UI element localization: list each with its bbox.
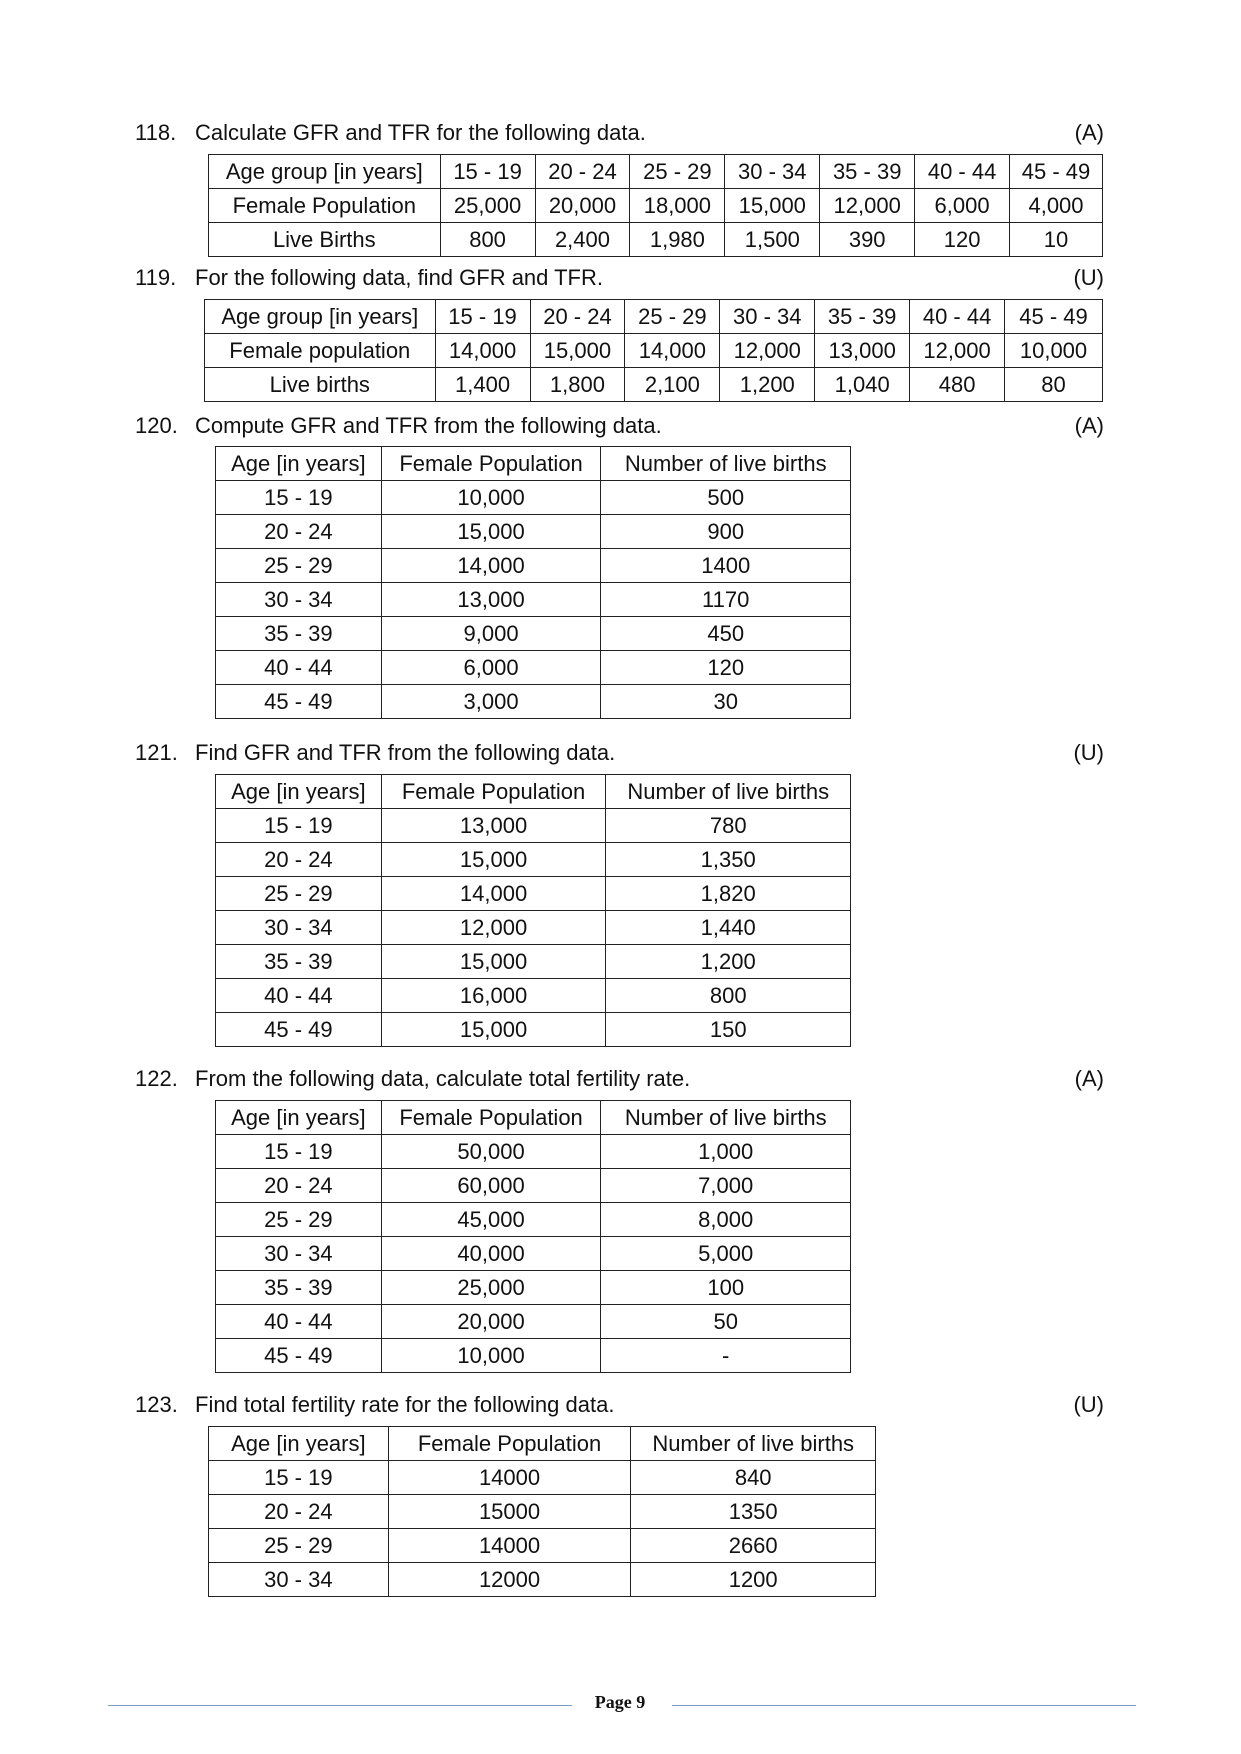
table-cell: 1350 [631, 1495, 876, 1529]
table-row [205, 334, 1103, 368]
table-cell: 10,000 [1005, 334, 1103, 368]
question-118 [135, 118, 1104, 148]
table-cell: 45,000 [381, 1203, 601, 1237]
table-cell: 20 - 24 [216, 1169, 382, 1203]
table-cell: 13,000 [381, 583, 601, 617]
table-cell: 30 - 34 [720, 300, 815, 334]
table-cell: 25 - 29 [216, 549, 382, 583]
table-cell: 25 - 29 [625, 300, 720, 334]
table-cell: 1,440 [606, 911, 851, 945]
table-cell: 25 - 29 [216, 877, 382, 911]
question-text: For the following data, find GFR and TFR. [195, 265, 603, 290]
table-cell: 5,000 [601, 1237, 851, 1271]
row-label: Female population [205, 334, 436, 368]
question-number: 121. [135, 740, 178, 765]
table-row [216, 515, 851, 549]
table-cell: 45 - 49 [216, 1339, 382, 1373]
table-row [209, 223, 1103, 257]
table-cell: 6,000 [381, 651, 601, 685]
table-row [216, 809, 851, 843]
table-cell: 40,000 [381, 1237, 601, 1271]
table-cell: 9,000 [381, 617, 601, 651]
table-cell: 800 [606, 979, 851, 1013]
table-cell: 80 [1005, 368, 1103, 402]
table-cell: 25 - 29 [216, 1203, 382, 1237]
table-cell: 15 - 19 [209, 1461, 389, 1495]
table-cell: 45 - 49 [1010, 155, 1103, 189]
table-row [209, 189, 1103, 223]
table-header-row [216, 1101, 851, 1135]
table-cell: 10,000 [381, 481, 601, 515]
table-cell: 12,000 [720, 334, 815, 368]
table-cell: 40 - 44 [216, 651, 382, 685]
table-cell: 35 - 39 [815, 300, 910, 334]
table-cell: 20 - 24 [216, 515, 382, 549]
table-row [216, 1271, 851, 1305]
question-number: 119. [135, 265, 177, 290]
table-cell: 20 - 24 [535, 155, 630, 189]
table-cell: 30 - 34 [209, 1563, 389, 1597]
table-cell: 500 [601, 481, 851, 515]
table-cell: 50 [601, 1305, 851, 1339]
table-cell: 450 [601, 617, 851, 651]
question-number: 123. [135, 1392, 178, 1417]
table-cell: 20 - 24 [209, 1495, 389, 1529]
table-cell: 20 - 24 [530, 300, 625, 334]
table-row [205, 300, 1103, 334]
column-header: Female Population [381, 447, 601, 481]
table-119 [204, 299, 1103, 402]
question-tag: (U) [1073, 740, 1104, 765]
table-cell: 120 [601, 651, 851, 685]
page-number: Page 9 [594, 1692, 646, 1712]
column-header: Female Population [381, 1101, 601, 1135]
table-row [216, 583, 851, 617]
table-row [216, 945, 851, 979]
table-row [205, 368, 1103, 402]
table-cell: 12,000 [910, 334, 1005, 368]
question-number: 118. [135, 120, 177, 145]
table-row [216, 1203, 851, 1237]
table-cell: 1,820 [606, 877, 851, 911]
question-text: Find total fertility rate for the following data. [195, 1392, 615, 1417]
table-cell: - [601, 1339, 851, 1373]
table-cell: 30 - 34 [216, 583, 382, 617]
table-header-row [209, 1427, 876, 1461]
table-cell: 45 - 49 [216, 685, 382, 719]
table-row [209, 155, 1103, 189]
table-cell: 800 [440, 223, 535, 257]
table-cell: 30 [601, 685, 851, 719]
row-label: Live births [205, 368, 436, 402]
question-119 [135, 263, 1104, 293]
column-header: Age [in years] [216, 447, 382, 481]
column-header: Number of live births [601, 1101, 851, 1135]
table-cell: 15,000 [381, 1013, 606, 1047]
question-123 [135, 1390, 1104, 1420]
question-text: Compute GFR and TFR from the following data. [195, 413, 662, 438]
table-cell: 900 [601, 515, 851, 549]
table-cell: 1,400 [435, 368, 530, 402]
table-row [216, 651, 851, 685]
table-row [216, 685, 851, 719]
table-123 [208, 1426, 876, 1597]
table-cell: 1170 [601, 583, 851, 617]
table-header-row [216, 775, 851, 809]
question-tag: (U) [1073, 265, 1104, 290]
table-row [209, 1563, 876, 1597]
table-cell: 1,980 [630, 223, 725, 257]
table-cell: 16,000 [381, 979, 606, 1013]
table-cell: 150 [606, 1013, 851, 1047]
table-cell: 3,000 [381, 685, 601, 719]
table-cell: 14000 [388, 1529, 631, 1563]
table-row [216, 911, 851, 945]
table-118 [208, 154, 1103, 257]
question-122 [135, 1064, 1104, 1094]
column-header: Number of live births [601, 447, 851, 481]
table-cell: 15 - 19 [440, 155, 535, 189]
column-header: Age [in years] [209, 1427, 389, 1461]
table-row [216, 617, 851, 651]
table-cell: 1,350 [606, 843, 851, 877]
column-header: Female Population [381, 775, 606, 809]
table-cell: 6,000 [915, 189, 1010, 223]
table-cell: 780 [606, 809, 851, 843]
table-cell: 25 - 29 [630, 155, 725, 189]
table-cell: 1,500 [725, 223, 820, 257]
table-cell: 45 - 49 [216, 1013, 382, 1047]
table-cell: 15,000 [725, 189, 820, 223]
table-cell: 15 - 19 [435, 300, 530, 334]
table-cell: 13,000 [381, 809, 606, 843]
table-cell: 15,000 [381, 945, 606, 979]
table-121 [215, 774, 851, 1047]
row-label: Age group [in years] [205, 300, 436, 334]
table-row [216, 843, 851, 877]
table-cell: 40 - 44 [910, 300, 1005, 334]
footer-divider-left [108, 1705, 572, 1706]
table-cell: 40 - 44 [915, 155, 1010, 189]
table-cell: 1200 [631, 1563, 876, 1597]
table-cell: 1,800 [530, 368, 625, 402]
table-cell: 14,000 [625, 334, 720, 368]
table-cell: 15 - 19 [216, 481, 382, 515]
table-cell: 4,000 [1010, 189, 1103, 223]
table-cell: 13,000 [815, 334, 910, 368]
table-cell: 15,000 [530, 334, 625, 368]
table-row [216, 1169, 851, 1203]
table-cell: 40 - 44 [216, 1305, 382, 1339]
table-cell: 10,000 [381, 1339, 601, 1373]
table-120 [215, 446, 851, 719]
question-tag: (U) [1073, 1392, 1104, 1417]
question-text: Calculate GFR and TFR for the following data. [195, 120, 646, 145]
table-cell: 25 - 29 [209, 1529, 389, 1563]
table-row [216, 1305, 851, 1339]
table-cell: 8,000 [601, 1203, 851, 1237]
table-cell: 15 - 19 [216, 809, 382, 843]
table-row [209, 1529, 876, 1563]
table-cell: 7,000 [601, 1169, 851, 1203]
table-cell: 30 - 34 [725, 155, 820, 189]
question-text: From the following data, calculate total fertility rate. [195, 1066, 691, 1091]
table-row [216, 1339, 851, 1373]
table-cell: 15,000 [381, 843, 606, 877]
question-121 [135, 738, 1104, 768]
table-cell: 1,200 [606, 945, 851, 979]
table-cell: 60,000 [381, 1169, 601, 1203]
table-cell: 35 - 39 [216, 617, 382, 651]
table-cell: 20,000 [381, 1305, 601, 1339]
table-cell: 25,000 [440, 189, 535, 223]
question-text: Find GFR and TFR from the following data. [195, 740, 616, 765]
table-cell: 2,100 [625, 368, 720, 402]
table-cell: 30 - 34 [216, 1237, 382, 1271]
table-cell: 15000 [388, 1495, 631, 1529]
column-header: Age [in years] [216, 775, 382, 809]
table-cell: 1,040 [815, 368, 910, 402]
table-cell: 10 [1010, 223, 1103, 257]
column-header: Female Population [388, 1427, 631, 1461]
table-row [209, 1461, 876, 1495]
question-tag: (A) [1074, 1066, 1104, 1091]
table-row [216, 1135, 851, 1169]
question-tag: (A) [1074, 413, 1104, 438]
question-number: 120. [135, 413, 178, 438]
question-tag: (A) [1074, 120, 1104, 145]
column-header: Age [in years] [216, 1101, 382, 1135]
row-label: Age group [in years] [209, 155, 441, 189]
table-cell: 1,200 [720, 368, 815, 402]
table-cell: 20,000 [535, 189, 630, 223]
column-header: Number of live births [631, 1427, 876, 1461]
table-cell: 35 - 39 [820, 155, 915, 189]
table-cell: 18,000 [630, 189, 725, 223]
table-row [216, 481, 851, 515]
table-cell: 2,400 [535, 223, 630, 257]
table-cell: 2660 [631, 1529, 876, 1563]
table-cell: 100 [601, 1271, 851, 1305]
table-cell: 480 [910, 368, 1005, 402]
table-cell: 15 - 19 [216, 1135, 382, 1169]
table-cell: 120 [915, 223, 1010, 257]
table-row [216, 979, 851, 1013]
table-cell: 40 - 44 [216, 979, 382, 1013]
table-row [216, 549, 851, 583]
table-cell: 35 - 39 [216, 945, 382, 979]
table-cell: 25,000 [381, 1271, 601, 1305]
table-cell: 14,000 [381, 549, 601, 583]
table-cell: 12000 [388, 1563, 631, 1597]
table-row [209, 1495, 876, 1529]
table-cell: 1400 [601, 549, 851, 583]
table-cell: 12,000 [820, 189, 915, 223]
table-cell: 12,000 [381, 911, 606, 945]
table-row [216, 877, 851, 911]
table-cell: 390 [820, 223, 915, 257]
table-cell: 30 - 34 [216, 911, 382, 945]
question-number: 122. [135, 1066, 178, 1091]
footer-divider-right [672, 1705, 1136, 1706]
table-cell: 14,000 [381, 877, 606, 911]
table-cell: 1,000 [601, 1135, 851, 1169]
table-cell: 45 - 49 [1005, 300, 1103, 334]
question-120 [135, 411, 1104, 441]
table-row [216, 1013, 851, 1047]
table-cell: 20 - 24 [216, 843, 382, 877]
table-cell: 15,000 [381, 515, 601, 549]
table-cell: 840 [631, 1461, 876, 1495]
table-cell: 14,000 [435, 334, 530, 368]
row-label: Female Population [209, 189, 441, 223]
row-label: Live Births [209, 223, 441, 257]
table-122 [215, 1100, 851, 1373]
table-cell: 50,000 [381, 1135, 601, 1169]
table-cell: 14000 [388, 1461, 631, 1495]
column-header: Number of live births [606, 775, 851, 809]
table-row [216, 1237, 851, 1271]
table-cell: 35 - 39 [216, 1271, 382, 1305]
table-header-row [216, 447, 851, 481]
